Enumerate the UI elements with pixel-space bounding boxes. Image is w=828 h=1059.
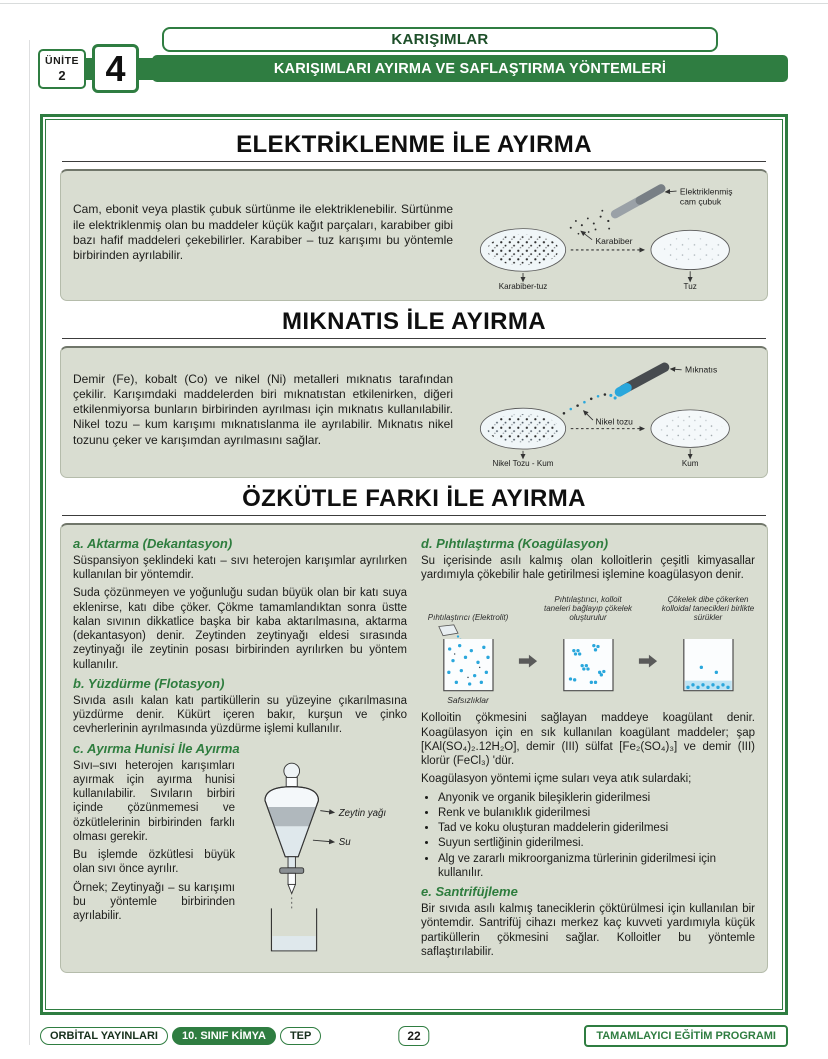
pepper-spray-dots-icon	[570, 210, 610, 235]
magnet-diagram-svg	[465, 357, 755, 468]
chapter-number-badge: 4	[92, 44, 139, 93]
funnel-neck	[286, 777, 297, 786]
pepper-label: Karabiber	[595, 235, 633, 246]
sand-dots	[658, 416, 723, 442]
funnel-stem-top	[288, 856, 295, 867]
pepper-label-arrow	[581, 231, 592, 240]
centrifuge-heading: e. Santrifüjleme	[421, 884, 518, 899]
publisher-badge: ORBİTAL YAYINLARI	[40, 1027, 168, 1045]
beaker-liquid	[272, 936, 315, 950]
list-item: • Renk ve bulanıklık giderilmesi	[438, 806, 755, 820]
content-frame-inner	[45, 119, 783, 1010]
section-2-body: Demir (Fe), kobalt (Co) ve nikel (Ni) metalleri mıknatıs tarafından çekilir. Karışımdaki maddelerden biri mıknatıstan etkilenirken, diğeri etkilenmiyorsa bunların birbirinden ayrılması için mıknatıs kullanılabilir. Nikel tozu – kum karışımı mıknatıslanma ile ayrılabilir. Mıknatıs nikel tozunu çeker ve karışımdan ayrılmasını sağlar.	[73, 371, 453, 447]
powder-label-arrow	[584, 411, 593, 420]
section-1-title: ELEKTRİKLENME İLE AYIRMA	[236, 131, 592, 158]
stopcock-icon	[280, 867, 304, 873]
sand-label: Kum	[681, 459, 699, 468]
impurities-label: Safsızlıklar	[447, 695, 489, 706]
section-3-rule	[62, 515, 766, 516]
mixture-label: Nikel Tozu - Kum	[492, 459, 554, 468]
book-badge: 10. SINIF KİMYA	[172, 1027, 276, 1045]
electrification-panel	[60, 169, 768, 301]
rod-label-arrow	[665, 191, 676, 192]
page-title: KARIŞIMLARI AYIRMA VE SAFLAŞTIRMA YÖNTEMLERİ	[152, 55, 788, 82]
magnet-label: Mıknatıs	[685, 364, 718, 375]
pour-label: Pıhtılaştırıcı (Elektrolit)	[427, 613, 509, 623]
decantation-heading: a. Aktarma (Dekantasyon)	[73, 535, 233, 551]
step-arrow-1	[518, 652, 538, 706]
powder-label: Nikel tozu	[595, 416, 633, 427]
separating-funnel-svg	[241, 759, 407, 955]
coagulation-beaker-1	[438, 624, 498, 694]
footer-left-group	[40, 1027, 321, 1045]
oil-label: Zeytin yağı	[338, 807, 387, 819]
centrifuge-p1: Bir sıvıda asılı kalmış taneciklerin çöktürülmesi için kullanılan bir yöntemdir. Santrifüj cihazı merkez kaç kuvveti yardımıyla küçük partiküllerin çökmesini sağlar. Kolloitler bu yöntemle saflaştırılabilir.	[421, 903, 755, 958]
nickel-trail-dots-icon	[563, 393, 617, 414]
tep-badge: TEP	[280, 1027, 321, 1045]
decantation-p2: Suda çözünmeyen ve yoğunluğu sudan büyük olan bir katı suya eklenirse, katı dibe çöker. Çökme tamamlandıktan sonra üstte kalan sıvının dikkatlice başka bir kaba aktarılmasına, aktarma (dekantasyon) denir. Zeytinden zeytinyağı eldesi sırasında zeytinyağı ile zeytinin posası birbirinden ayrılırken bu yöntem kullanılır.	[73, 587, 407, 671]
magnet-panel	[60, 346, 768, 478]
oil-label-arrow	[320, 810, 334, 812]
unit-number: 2	[58, 68, 66, 84]
separating-funnel-diagram	[241, 759, 407, 955]
pour-vessel-icon	[439, 625, 458, 636]
flotation-heading: b. Yüzdürme (Flotasyon)	[73, 675, 225, 691]
step2-label: Pıhtılaştırıcı, kolloit taneleri bağlayıp çökelek oluşturulur	[543, 594, 633, 623]
unit-label: ÜNİTE	[45, 54, 79, 67]
scan-edge-left	[29, 40, 30, 1045]
scan-edge-top	[0, 3, 828, 4]
section-2-rule	[62, 338, 766, 339]
coagulation-p1: Su içerisinde asılı kalmış olan kolloitlerin çeşitli kimyasallar yardımıyla çökebilir hale getirilmesi işlemine koagülasyon denir.	[421, 554, 755, 581]
coagulation-diagram	[421, 586, 755, 706]
step-arrow-2	[638, 652, 658, 706]
list-item: • Alg ve zararlı mikroorganizma türlerinin giderilmesi için kullanılır.	[438, 852, 755, 881]
funnel-stem-bottom	[288, 873, 295, 884]
step3-label: Çökelek dibe çökerken kolloidal tanecikleri birlikte sürükler	[661, 594, 755, 623]
funnel-stopper-icon	[284, 763, 300, 779]
funnel-tip	[288, 884, 295, 893]
page-number: 22	[398, 1026, 429, 1046]
program-badge: TAMAMLAYICI EĞİTİM PROGRAMI	[584, 1025, 788, 1047]
electrification-diagram-svg	[465, 180, 755, 291]
rod-handle-icon	[640, 189, 661, 201]
separating-funnel-p1: Sıvı–sıvı heterojen karışımları ayırmak için ayırma hunisi kullanılabilir. Sıvıların birbiri içinde çözünmemesi ve özkütlelerinin birbirinden farklı olması gerekir.	[73, 759, 235, 843]
coagulation-step-2	[541, 586, 635, 706]
water-label-arrow	[313, 840, 334, 842]
separating-funnel-heading: c. Ayırma Hunisi İle Ayırma	[73, 740, 240, 756]
magnet-label-arrow	[671, 369, 682, 370]
coagulation-beaker-3	[678, 624, 738, 694]
density-panel	[60, 523, 768, 973]
salt-dots	[658, 236, 723, 263]
coagulation-step-3	[661, 586, 755, 706]
coagulation-uses-list	[421, 791, 755, 881]
chapter-kicker: KARIŞIMLAR	[162, 27, 718, 52]
rod-label-line2: cam çubuk	[679, 196, 722, 207]
nickel-sand-dots	[487, 414, 559, 443]
density-left-column	[73, 534, 407, 963]
page-footer	[40, 1023, 788, 1049]
mixture-dots	[487, 235, 559, 266]
rod-label-line1: Elektriklenmiş	[679, 186, 733, 197]
decantation-p1: Süspansiyon şeklindeki katı – sıvı heterojen karışımlar ayrılırken kullanılan bir yöntemdir.	[73, 554, 407, 581]
separating-funnel-p3: Örnek; Zeytinyağı – su karışımı bu yöntemle birbirinden ayrılabilir.	[73, 881, 235, 922]
section-2-title: MIKNATIS İLE AYIRMA	[281, 307, 547, 335]
magnet-tip-nickel	[619, 388, 627, 392]
density-right-column	[421, 534, 755, 963]
list-item: • Suyun sertliğinin giderilmesi.	[438, 836, 755, 850]
section-1-body: Cam, ebonit veya plastik çubuk sürtünme ile elektriklenebilir. Sürtünme ile elektriklenmiş olan bu maddeler küçük kağıt parçaları, karabiber gibi bazı hafif maddeleri çekebilirler. Karabiber – tuz karışımı bu yöntemle birbirinden ayrılabilir.	[73, 202, 453, 263]
salt-label: Tuz	[683, 282, 697, 291]
coagulation-heading: d. Pıhtılaştırma (Koagülasyon)	[421, 535, 609, 551]
content-frame	[40, 114, 788, 1015]
list-item: • Anyonik ve organik bileşiklerin giderilmesi	[438, 791, 755, 805]
list-item: • Tad ve koku oluşturan maddelerin giderilmesi	[438, 821, 755, 835]
coagulation-p2: Kolloitin çökmesini sağlayan maddeye koagülant denir. Koagülasyon için en sık kullanılan koagülant maddeler; şap [KAl(SO₄)₂.12H₂O], demir (III) sülfat [Fe₂(SO₄)₃] ve demir (III) klorür (FeCl₃) 'dür.	[421, 712, 755, 767]
oil-layer	[268, 806, 316, 825]
coagulation-p3: Koagülasyon yöntemi içme suları veya atık sulardaki;	[421, 773, 692, 786]
section-1-rule	[62, 161, 766, 162]
unit-badge	[38, 49, 86, 89]
section-3-title: ÖZKÜTLE FARKI İLE AYIRMA	[242, 484, 586, 512]
flotation-p1: Sıvıda asılı kalan katı partiküllerin su yüzeyine çıkarılmasına yüzdürme denir. Kükürt içeren bakır, kurşun ve çinko cevherlerinin ayrılmasında yüzdürme işlemi kullanılır.	[73, 694, 407, 736]
coagulation-step-1	[421, 586, 515, 706]
coagulation-beaker-2	[558, 624, 618, 694]
separating-funnel-p2: Bu işlemde özkütlesi büyük olan sıvı önce ayrılır.	[73, 849, 235, 876]
mixture-label: Karabiber-tuz	[498, 282, 548, 291]
water-label: Su	[338, 836, 351, 848]
electrification-diagram	[465, 180, 755, 291]
magnet-diagram	[465, 357, 755, 468]
